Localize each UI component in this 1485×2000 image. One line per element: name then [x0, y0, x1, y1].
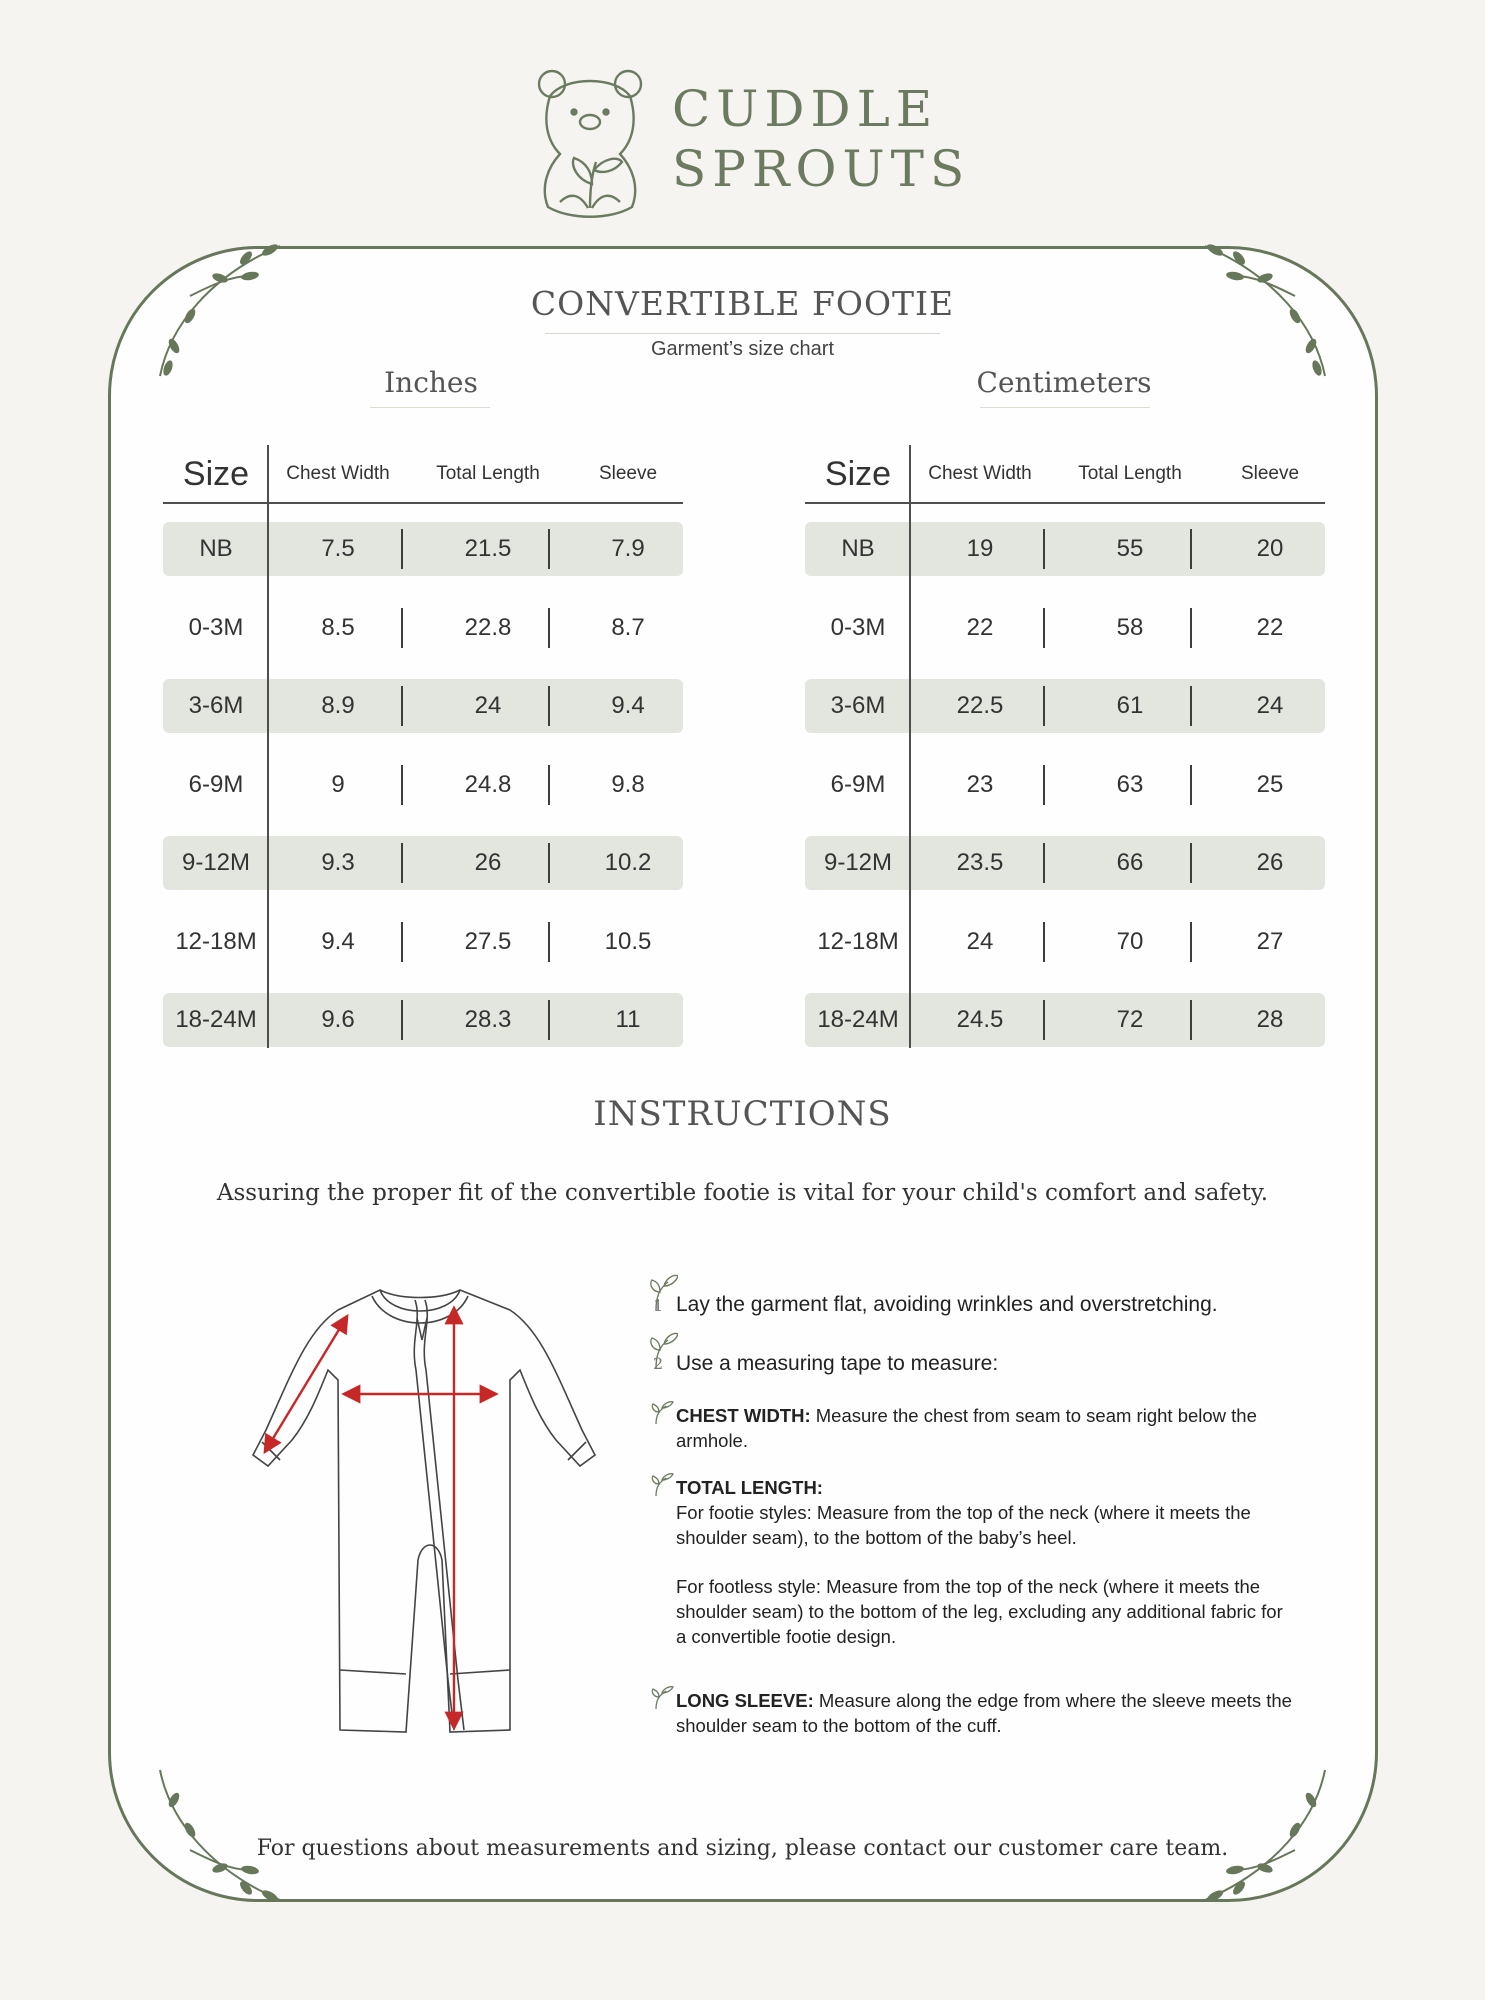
table-row — [163, 522, 683, 576]
cell-chest: 9.4 — [321, 927, 355, 955]
column-separator — [401, 843, 403, 883]
title-divider — [545, 333, 940, 334]
column-separator — [1190, 1000, 1192, 1040]
column-separator — [1043, 529, 1045, 569]
table-row — [163, 679, 683, 733]
total-length-footless-text: For footless style: Measure from the top of the neck (where it meets the shoulder seam) to the bottom of the leg, excluding any additional fabric for a convertible footie design. — [676, 1576, 1283, 1647]
sprout-icon — [650, 1685, 674, 1709]
column-separator — [401, 1000, 403, 1040]
cell-size: 12-18M — [175, 927, 257, 955]
cell-length: 66 — [1116, 849, 1144, 876]
cell-sleeve: 8.7 — [611, 613, 645, 641]
header-total-length: Total Length — [436, 463, 540, 484]
cell-sleeve: 26 — [1256, 849, 1284, 876]
table-row — [805, 836, 1325, 890]
cell-length: 27.5 — [464, 927, 512, 955]
column-separator — [1190, 765, 1192, 805]
cell-length: 63 — [1116, 770, 1144, 798]
column-separator — [1043, 608, 1045, 648]
instructions-title: INSTRUCTIONS — [593, 1094, 892, 1134]
step-2-text: Use a measuring tape to measure: — [676, 1352, 999, 1375]
table-row — [805, 679, 1325, 733]
table-row — [805, 915, 1325, 969]
cell-chest: 24.5 — [956, 1006, 1004, 1033]
column-separator — [1043, 922, 1045, 962]
size-column-rule — [909, 445, 911, 1048]
column-separator — [1190, 608, 1192, 648]
page-title: CONVERTIBLE FOOTIE — [530, 284, 955, 323]
cell-sleeve: 9.4 — [611, 692, 645, 719]
column-separator — [1043, 843, 1045, 883]
cell-sleeve: 10.2 — [604, 849, 652, 876]
centimeters-size-table — [805, 445, 1325, 1045]
column-separator — [548, 843, 550, 883]
inches-heading: Inches — [384, 366, 478, 399]
centimeters-divider — [980, 407, 1150, 408]
column-separator — [401, 529, 403, 569]
column-separator — [1190, 529, 1192, 569]
column-separator — [401, 922, 403, 962]
brand-logo — [530, 62, 971, 222]
cell-sleeve: 10.5 — [604, 927, 652, 955]
column-separator — [401, 608, 403, 648]
step-1-text: Lay the garment flat, avoiding wrinkles and overstretching. — [676, 1293, 1218, 1316]
cell-sleeve: 9.8 — [611, 770, 645, 798]
cell-sleeve: 7.9 — [611, 535, 645, 562]
long-sleeve-label: LONG SLEEVE: — [676, 1690, 814, 1711]
header-sleeve: Sleeve — [1240, 463, 1300, 484]
column-separator — [548, 765, 550, 805]
cell-length: 61 — [1116, 692, 1144, 719]
long-sleeve-text: Measure along the edge from where the sleeve meets the shoulder seam to the bottom of the cuff. — [676, 1690, 1292, 1736]
header-size: Size — [824, 455, 892, 493]
cell-length: 21.5 — [464, 535, 512, 562]
header-sleeve: Sleeve — [598, 463, 658, 484]
cell-sleeve: 24 — [1256, 692, 1284, 719]
column-separator — [548, 922, 550, 962]
table-row — [805, 993, 1325, 1047]
brand-line1: CUDDLE — [672, 80, 939, 138]
cell-chest: 9.3 — [321, 849, 355, 876]
chest-width-text: Measure the chest from seam to seam right below the armhole. — [676, 1405, 1257, 1451]
cell-chest: 19 — [966, 535, 994, 562]
page-subtitle: Garment’s size chart — [650, 338, 835, 360]
cell-length: 26 — [474, 849, 502, 876]
column-separator — [1190, 922, 1192, 962]
cell-length: 58 — [1116, 613, 1144, 641]
table-row — [163, 836, 683, 890]
cell-sleeve: 20 — [1256, 535, 1284, 562]
inches-size-table — [163, 445, 683, 1045]
table-row — [163, 601, 683, 655]
cell-size: NB — [841, 535, 875, 562]
column-separator — [401, 765, 403, 805]
sprout-icon — [650, 1472, 674, 1496]
instructions-lead: Assuring the proper fit of the convertible footie is vital for your child's comfort and safety. — [216, 1180, 1269, 1206]
table-row — [805, 758, 1325, 812]
column-separator — [1043, 1000, 1045, 1040]
cell-length: 55 — [1116, 535, 1144, 562]
cell-size: NB — [199, 535, 233, 562]
cell-sleeve: 25 — [1256, 770, 1284, 798]
cell-sleeve: 28 — [1256, 1006, 1284, 1033]
cell-size: 3-6M — [188, 692, 244, 719]
header-chest-width: Chest Width — [286, 463, 390, 484]
table-row — [163, 758, 683, 812]
cell-chest: 8.9 — [321, 692, 355, 719]
cell-length: 70 — [1116, 927, 1144, 955]
column-separator — [1043, 765, 1045, 805]
sprout-icon — [650, 1400, 674, 1424]
cell-chest: 22.5 — [956, 692, 1004, 719]
column-separator — [548, 529, 550, 569]
table-row — [163, 915, 683, 969]
cell-size: 9-12M — [181, 849, 251, 876]
footer-note: For questions about measurements and sizing, please contact our customer care team. — [256, 1836, 1229, 1861]
column-separator — [401, 686, 403, 726]
cell-length: 22.8 — [464, 613, 512, 641]
cell-length: 72 — [1116, 1006, 1144, 1033]
cell-chest: 9 — [331, 770, 345, 798]
cell-chest: 23 — [966, 770, 994, 798]
step-2-number: 2 — [653, 1354, 664, 1373]
table-row — [163, 993, 683, 1047]
centimeters-heading: Centimeters — [976, 366, 1152, 399]
cell-chest: 24 — [966, 927, 994, 955]
column-separator — [548, 608, 550, 648]
table-header — [163, 445, 683, 503]
header-size: Size — [182, 455, 250, 493]
column-separator — [1190, 686, 1192, 726]
cell-sleeve: 27 — [1256, 927, 1284, 955]
header-rule — [163, 502, 683, 504]
cell-size: 0-3M — [188, 613, 244, 641]
cell-size: 6-9M — [830, 770, 886, 798]
column-separator — [1190, 843, 1192, 883]
header-chest-width: Chest Width — [928, 463, 1032, 484]
header-rule — [805, 502, 1325, 504]
total-length-label: TOTAL LENGTH: — [676, 1477, 823, 1498]
cell-length: 28.3 — [464, 1006, 512, 1033]
vine-bottom-right-icon — [1195, 1760, 1335, 1910]
bear-logo-icon — [530, 62, 660, 222]
column-separator — [548, 686, 550, 726]
cell-size: 9-12M — [823, 849, 893, 876]
column-separator — [548, 1000, 550, 1040]
size-column-rule — [267, 445, 269, 1048]
vine-bottom-left-icon — [150, 1760, 290, 1910]
column-separator — [1043, 686, 1045, 726]
header-total-length: Total Length — [1078, 463, 1182, 484]
cell-size: 12-18M — [817, 927, 899, 955]
step-1-number: 1 — [653, 1296, 664, 1315]
cell-length: 24 — [474, 692, 502, 719]
cell-sleeve: 22 — [1256, 613, 1284, 641]
cell-size: 0-3M — [830, 613, 886, 641]
cell-size: 3-6M — [830, 692, 886, 719]
table-row — [805, 601, 1325, 655]
footie-measurement-diagram — [210, 1270, 650, 1740]
cell-chest: 7.5 — [321, 535, 355, 562]
total-length-footie-text: For footie styles: Measure from the top of the neck (where it meets the shoulder seam), to the bottom of the baby’s heel. — [676, 1502, 1251, 1548]
inches-divider — [370, 407, 490, 408]
cell-length: 24.8 — [464, 770, 512, 798]
cell-chest: 23.5 — [956, 849, 1004, 876]
cell-size: 6-9M — [188, 770, 244, 798]
cell-sleeve: 11 — [615, 1006, 641, 1033]
cell-size: 18-24M — [817, 1006, 899, 1033]
brand-line2: SPROUTS — [672, 140, 971, 198]
cell-chest: 8.5 — [321, 613, 355, 641]
cell-size: 18-24M — [175, 1006, 257, 1033]
cell-chest: 9.6 — [321, 1006, 355, 1033]
table-header — [805, 445, 1325, 503]
cell-chest: 22 — [966, 613, 994, 641]
table-row — [805, 522, 1325, 576]
chest-width-label: CHEST WIDTH: — [676, 1405, 811, 1426]
